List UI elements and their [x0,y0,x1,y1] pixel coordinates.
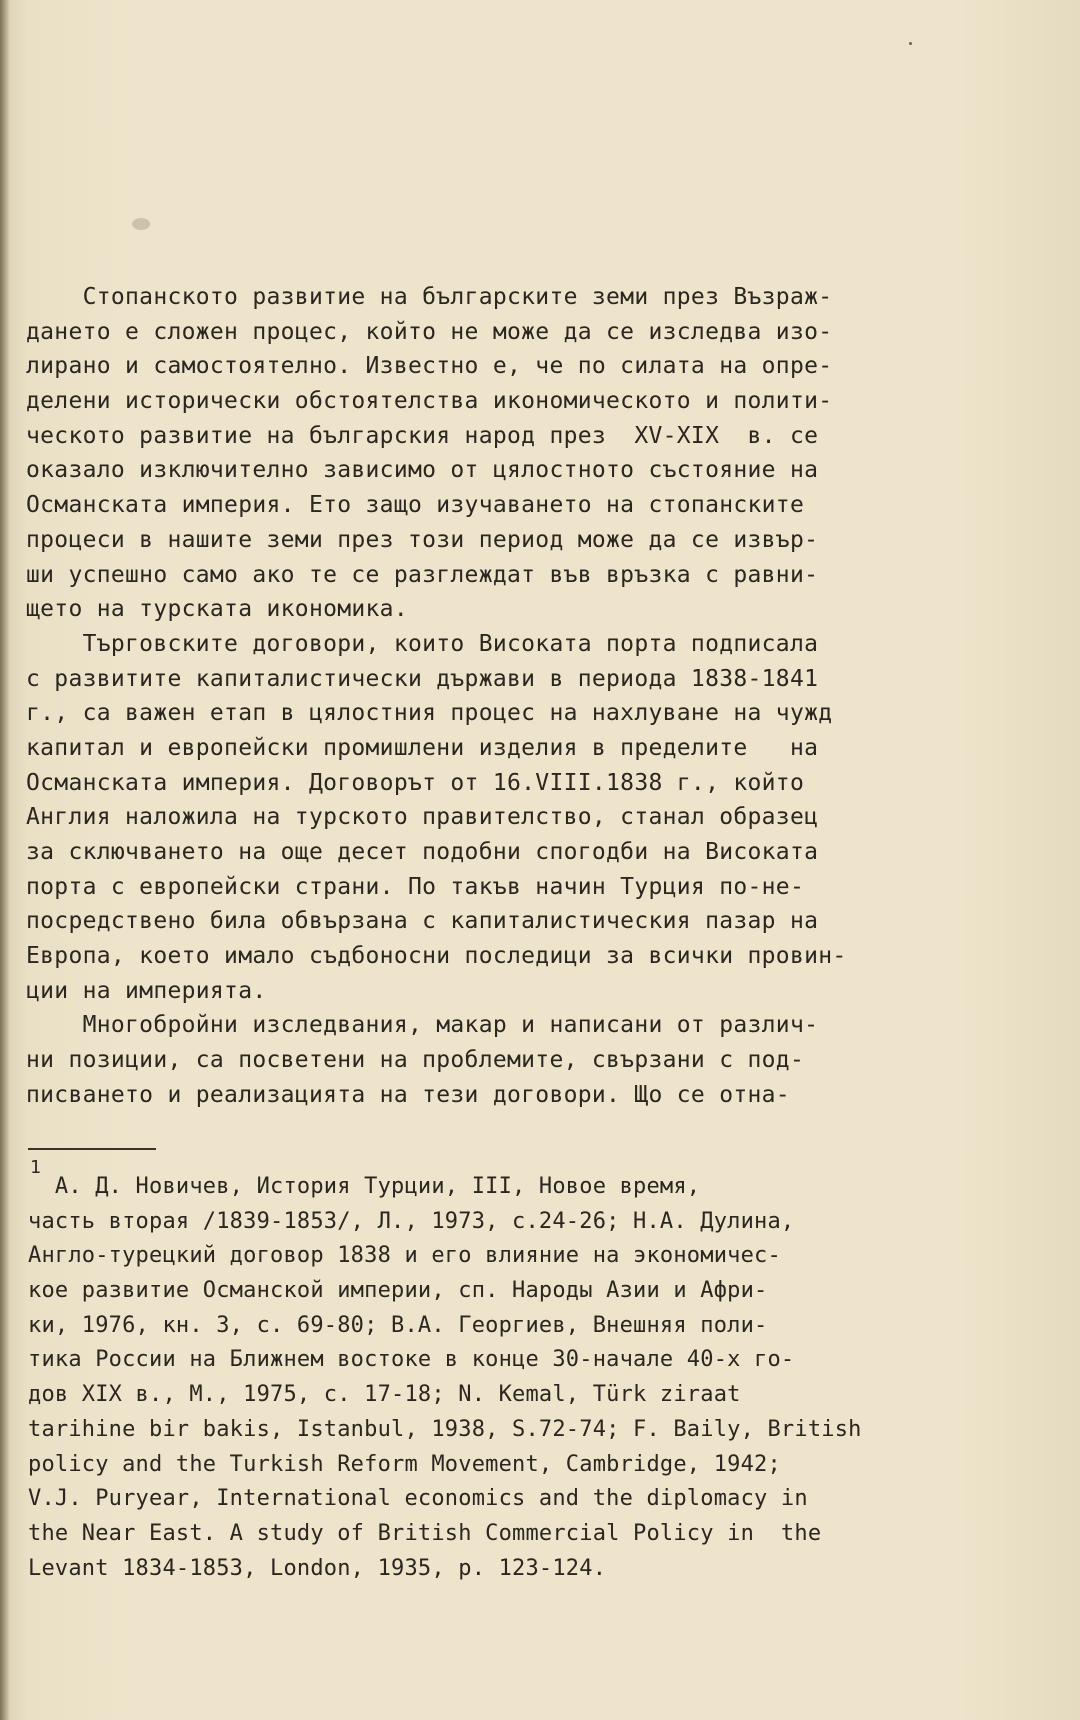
footnote-line: the Near East. A study of British Commercial Policy in the [28,1520,822,1546]
text-line: ни позиции, са посветени на проблемите, свързани с под- [26,1047,805,1074]
text-line: лирано и самостоятелно. Известно е, че по силата на опре- [26,353,833,380]
text-line: ции на империята. [26,977,267,1004]
text-line: Многобройни изследвания, макар и написани от различ- [26,1012,819,1039]
footnote-line: Levant 1834-1853, London, 1935, p. 123-124. [28,1555,607,1581]
footnote-line: Англо-турецкий договор 1838 и его влияние на экономичес- [28,1243,781,1269]
main-text [26,280,956,1113]
footnote [28,1170,988,1586]
footnote-line: policy and the Turkish Reform Movement, Cambridge, 1942; [28,1451,781,1477]
text-line: щето на турската икономика. [26,596,408,623]
footnote-line: тика России на Ближнем востоке в конце 30-начале 40-х го- [28,1347,795,1373]
footnote-line: кое развитие Османской империи, сп. Народы Азии и Афри- [28,1278,768,1304]
footnote-line: дов XIX в., М., 1975, с. 17-18; N. Kemal, Türk ziraat [28,1382,741,1408]
ink-smudge [132,218,150,230]
text-line: ческото развитие на българския народ през XV-XIX в. се [26,422,819,449]
text-line: с развитите капиталистически държави в периода 1838-1841 [26,665,819,692]
text-line: дането е сложен процес, който не може да се изследва изо- [26,318,833,345]
text-line: ши успешно само ако те се разглеждат във връзка с равни- [26,561,819,588]
text-line: делени исторически обстоятелства икономическото и полити- [26,388,833,415]
text-line: Османската империя. Ето защо изучаването на стопанските [26,492,805,519]
text-line: за сключването на още десет подобни спогодби на Високата [26,839,819,865]
text-line: Стопанското развитие на българските земи през Възраж- [26,284,833,310]
text-line: оказало изключително зависимо от цялостното състояние на [26,457,819,484]
text-line: посредствено била обвързана с капиталистическия пазар на [26,908,819,935]
footnote-line: V.J. Puryear, International economics and the diplomacy in [28,1486,808,1512]
text-line: Търговските договори, които Високата порта подписала [26,630,819,657]
footnote-line: часть вторая /1839-1853/, Л., 1973, с.24-26; Н.А. Дулина, [28,1208,795,1234]
text-line: г., са важен етап в цялостния процес на нахлуване на чужд [26,700,833,727]
text-line: Англия наложила на турското правителство, станал образец [26,804,819,831]
text-line: писването и реализацията на тези договори. Що се отна- [26,1081,790,1108]
text-line: Европа, което имало съдбоносни последици за всички провин- [26,943,847,970]
text-line: капитал и европейски промишлени изделия в пределите на [26,734,819,761]
footnote-line: А. Д. Новичев, История Турции, III, Новое время, [28,1174,701,1199]
text-line: порта с европейски страни. По такъв начин Турция по-не- [26,873,805,900]
page-spine-edge [0,0,10,1720]
footnote-line: ки, 1976, кн. 3, с. 69-80; В.А. Георгиев, Внешняя поли- [28,1312,768,1338]
footnote-marker: 1 [30,1157,41,1178]
footnote-line: tarihine bir bakis, Istanbul, 1938, S.72-74; F. Baily, British [28,1416,862,1442]
speck [909,42,912,45]
text-line: процеси в нашите земи през този период може да се извър- [26,526,819,553]
footnote-divider [28,1148,156,1150]
text-line: Османската империя. Договорът от 16.VIII.1838 г., който [26,769,805,796]
